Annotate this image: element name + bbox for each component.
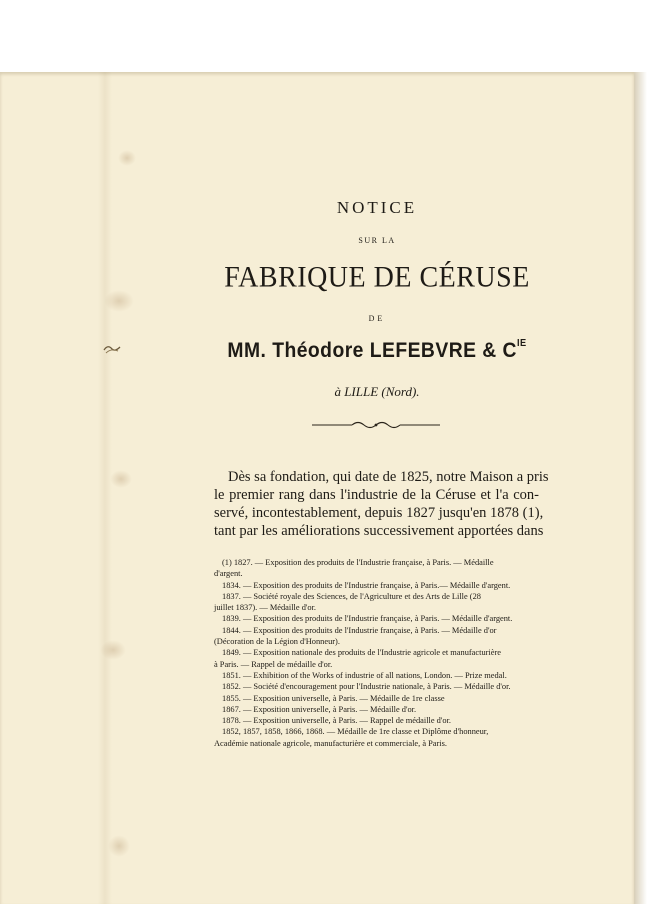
document-title: FABRIQUE DE CÉRUSE <box>224 261 530 294</box>
company-main: MM. Théodore LEFEBVRE & C <box>227 339 517 362</box>
body-line: tant par les améliorations successivement apportées dans <box>214 523 544 539</box>
footnotes <box>214 557 539 749</box>
footnote-line: à Paris. — Rappel de médaille d'or. <box>214 659 333 669</box>
footnote-line: 1852, 1857, 1858, 1866, 1868. — Médaille de 1re classe et Diplôme d'honneur, <box>222 727 489 737</box>
body-line: le premier rang dans l'industrie de la Céruse et l'a con- <box>214 487 539 503</box>
body-line: servé, incontestablement, depuis 1827 jusqu'en 1878 (1), <box>214 505 544 521</box>
sur-la-line: SUR LA <box>358 236 396 245</box>
footnote-line: 1878. — Exposition universelle, à Paris. — Rappel de médaille d'or. <box>222 716 451 726</box>
footnote-line: 1852. — Société d'encouragement pour l'Industrie nationale, à Paris. — Médaille d'or. <box>222 682 511 692</box>
footnote-line: 1851. — Exhibition of the Works of industrie of all nations, London. — Prize medal. <box>222 670 507 680</box>
footnote-line: (1) 1827. — Exposition des produits de l'Industrie française, à Paris. — Médaille <box>222 558 494 567</box>
footnote-line: 1855. — Exposition universelle, à Paris. — Médaille de 1re classe <box>222 693 445 703</box>
footnote-line: 1867. — Exposition universelle, à Paris. — Médaille d'or. <box>222 704 417 714</box>
paper-stain <box>108 835 130 857</box>
footnote-line: 1844. — Exposition des produits de l'Industrie française, à Paris. — Médaille d'or <box>222 625 497 635</box>
scan-margin <box>0 0 647 72</box>
footnote-line: Académie nationale agricole, manufacturière et commerciale, à Paris. <box>214 738 447 748</box>
body-line: Dès sa fondation, qui date de 1825, notre Maison a pris <box>228 469 549 485</box>
footnote-line: 1834. — Exposition des produits de l'Industrie française, à Paris.— Médaille d'argent. <box>222 580 511 590</box>
location-line: à LILLE (Nord). <box>334 384 420 399</box>
company-sup: IE <box>516 338 527 349</box>
footnote-line: 1839. — Exposition des produits de l'Industrie française, à Paris. — Médaille d'argent. <box>222 614 513 624</box>
paper-stain <box>118 150 136 166</box>
footnote-line: d'argent. <box>214 569 243 579</box>
company-name <box>85 338 647 363</box>
page-edge <box>634 72 647 904</box>
ornament-divider <box>312 419 440 431</box>
paper-stain <box>100 640 126 660</box>
footnote-line: juillet 1837). — Médaille d'or. <box>214 603 316 613</box>
page-fold <box>98 72 112 904</box>
footnote-line: (Décoration de la Légion d'Honneur). <box>214 637 340 647</box>
de-line: DE <box>368 314 386 323</box>
footnote-line: 1849. — Exposition nationale des produits de l'Industrie agricole et manufacturière <box>222 648 501 658</box>
notice-heading: NOTICE <box>336 198 418 217</box>
body-paragraph <box>214 468 549 540</box>
footnote-line: 1837. — Société royale des Sciences, de l'Agriculture et des Arts de Lille (28 <box>222 591 481 601</box>
paper-stain <box>110 470 132 488</box>
